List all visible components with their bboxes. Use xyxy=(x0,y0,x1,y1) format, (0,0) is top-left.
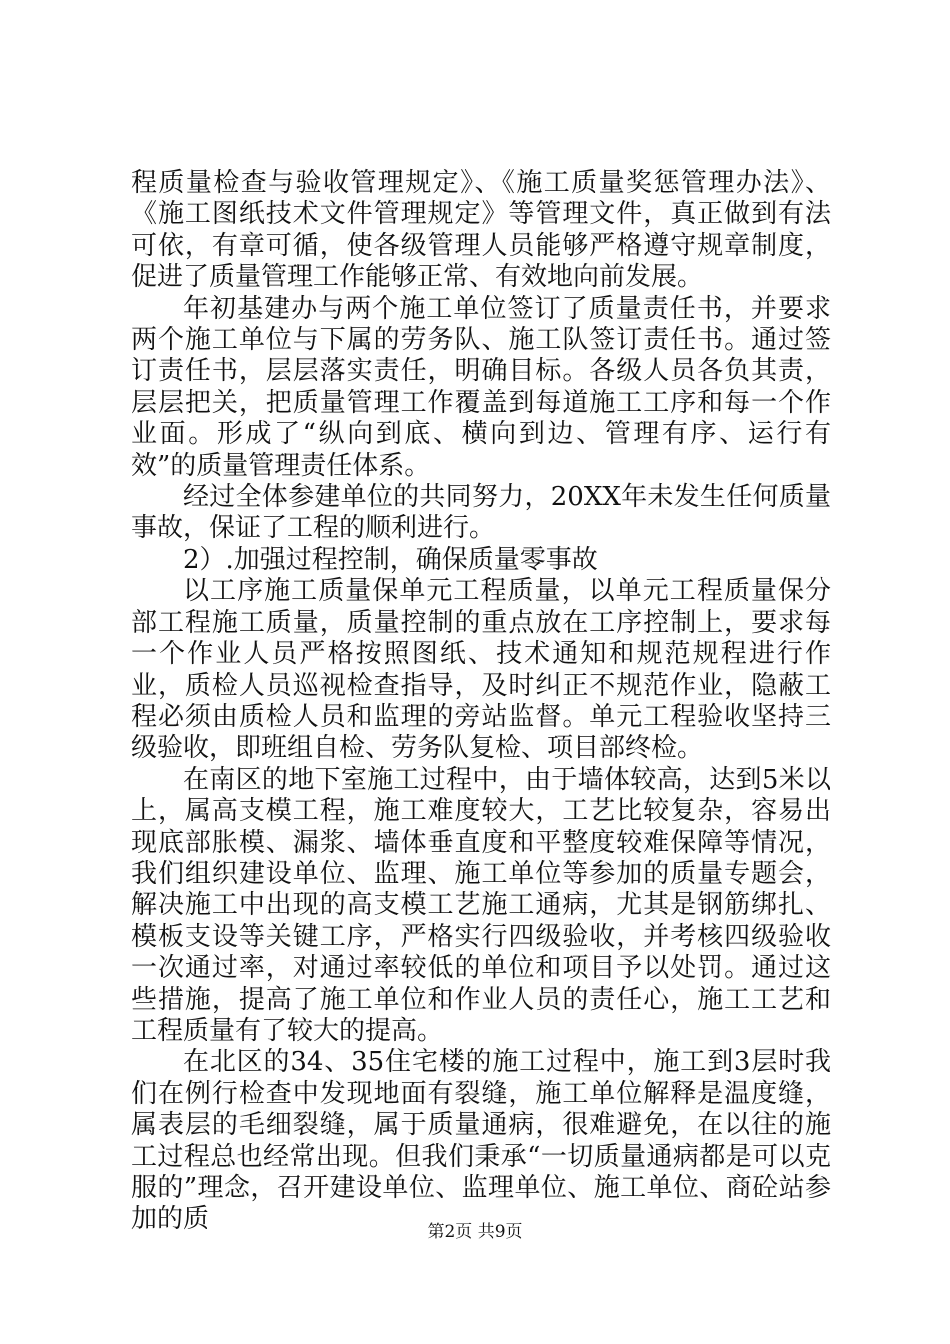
paragraph-south-basement: 在南区的地下室施工过程中，由于墙体较高，达到5米以上，属高支模工程，施工难度较大，工艺比较复杂，容易出现底部胀模、漏浆、墙体垂直度和平整度较难保障等情况，我们组织建设单位、监理、施工单位等参加的质量专题会，解决施工中出现的高支模工艺施工通病，尤其是钢筋绑扎、模板支设等关键工序，严格实行四级验收，并考核四级验收一次通过率，对通过率较低的单位和项目予以处罚。通过这些措施，提高了施工单位和作业人员的责任心，施工工艺和工程质量有了较大的提高。 xyxy=(131,764,831,1046)
section-heading-process-control: 2）.加强过程控制，确保质量零事故 xyxy=(183,544,598,575)
paragraph-regulations-continued: 程质量检查与验收管理规定》、《施工质量奖惩管理办法》、《施工图纸技术文件管理规定》等管理文件，真正做到有法可依，有章可循，使各级管理人员能够严格遵守规章制度，促进了质量管理工作能够正常、有效地向前发展。 xyxy=(131,168,831,293)
document-body xyxy=(131,168,831,1236)
paragraph-responsibility-system: 年初基建办与两个施工单位签订了质量责任书，并要求两个施工单位与下属的劳务队、施工队签订责任书。通过签订责任书，层层落实责任，明确目标。各级人员各负其责，层层把关，把质量管理工作覆盖到每道施工工序和每一个作业面。形成了“纵向到底、横向到边、管理有序、运行有效”的质量管理责任体系。 xyxy=(131,293,831,481)
page-number-footer: 第2页 共9页 xyxy=(427,1222,523,1242)
paragraph-process-control: 以工序施工质量保单元工程质量，以单元工程质量保分部工程施工质量，质量控制的重点放在工序控制上，要求每一个作业人员严格按照图纸、技术通知和规范规程进行作业，质检人员巡视检查指导，及时纠正不规范作业，隐蔽工程必须由质检人员和监理的旁站监督。单元工程验收坚持三级验收，即班组自检、劳务队复检、项目部终检。 xyxy=(131,576,831,764)
paragraph-north-residential: 在北区的34、35住宅楼的施工过程中，施工到3层时我们在例行检查中发现地面有裂缝，施工单位解释是温度缝，属表层的毛细裂缝，属于质量通病，很难避免，在以往的施工过程总也经常出现。但我们秉承“一切质量通病都是可以克服的”理念，召开建设单位、监理单位、施工单位、商砼站参加的质 xyxy=(131,1047,831,1235)
paragraph-no-accidents: 经过全体参建单位的共同努力，20XX年未发生任何质量事故，保证了工程的顺利进行。 xyxy=(131,482,831,544)
